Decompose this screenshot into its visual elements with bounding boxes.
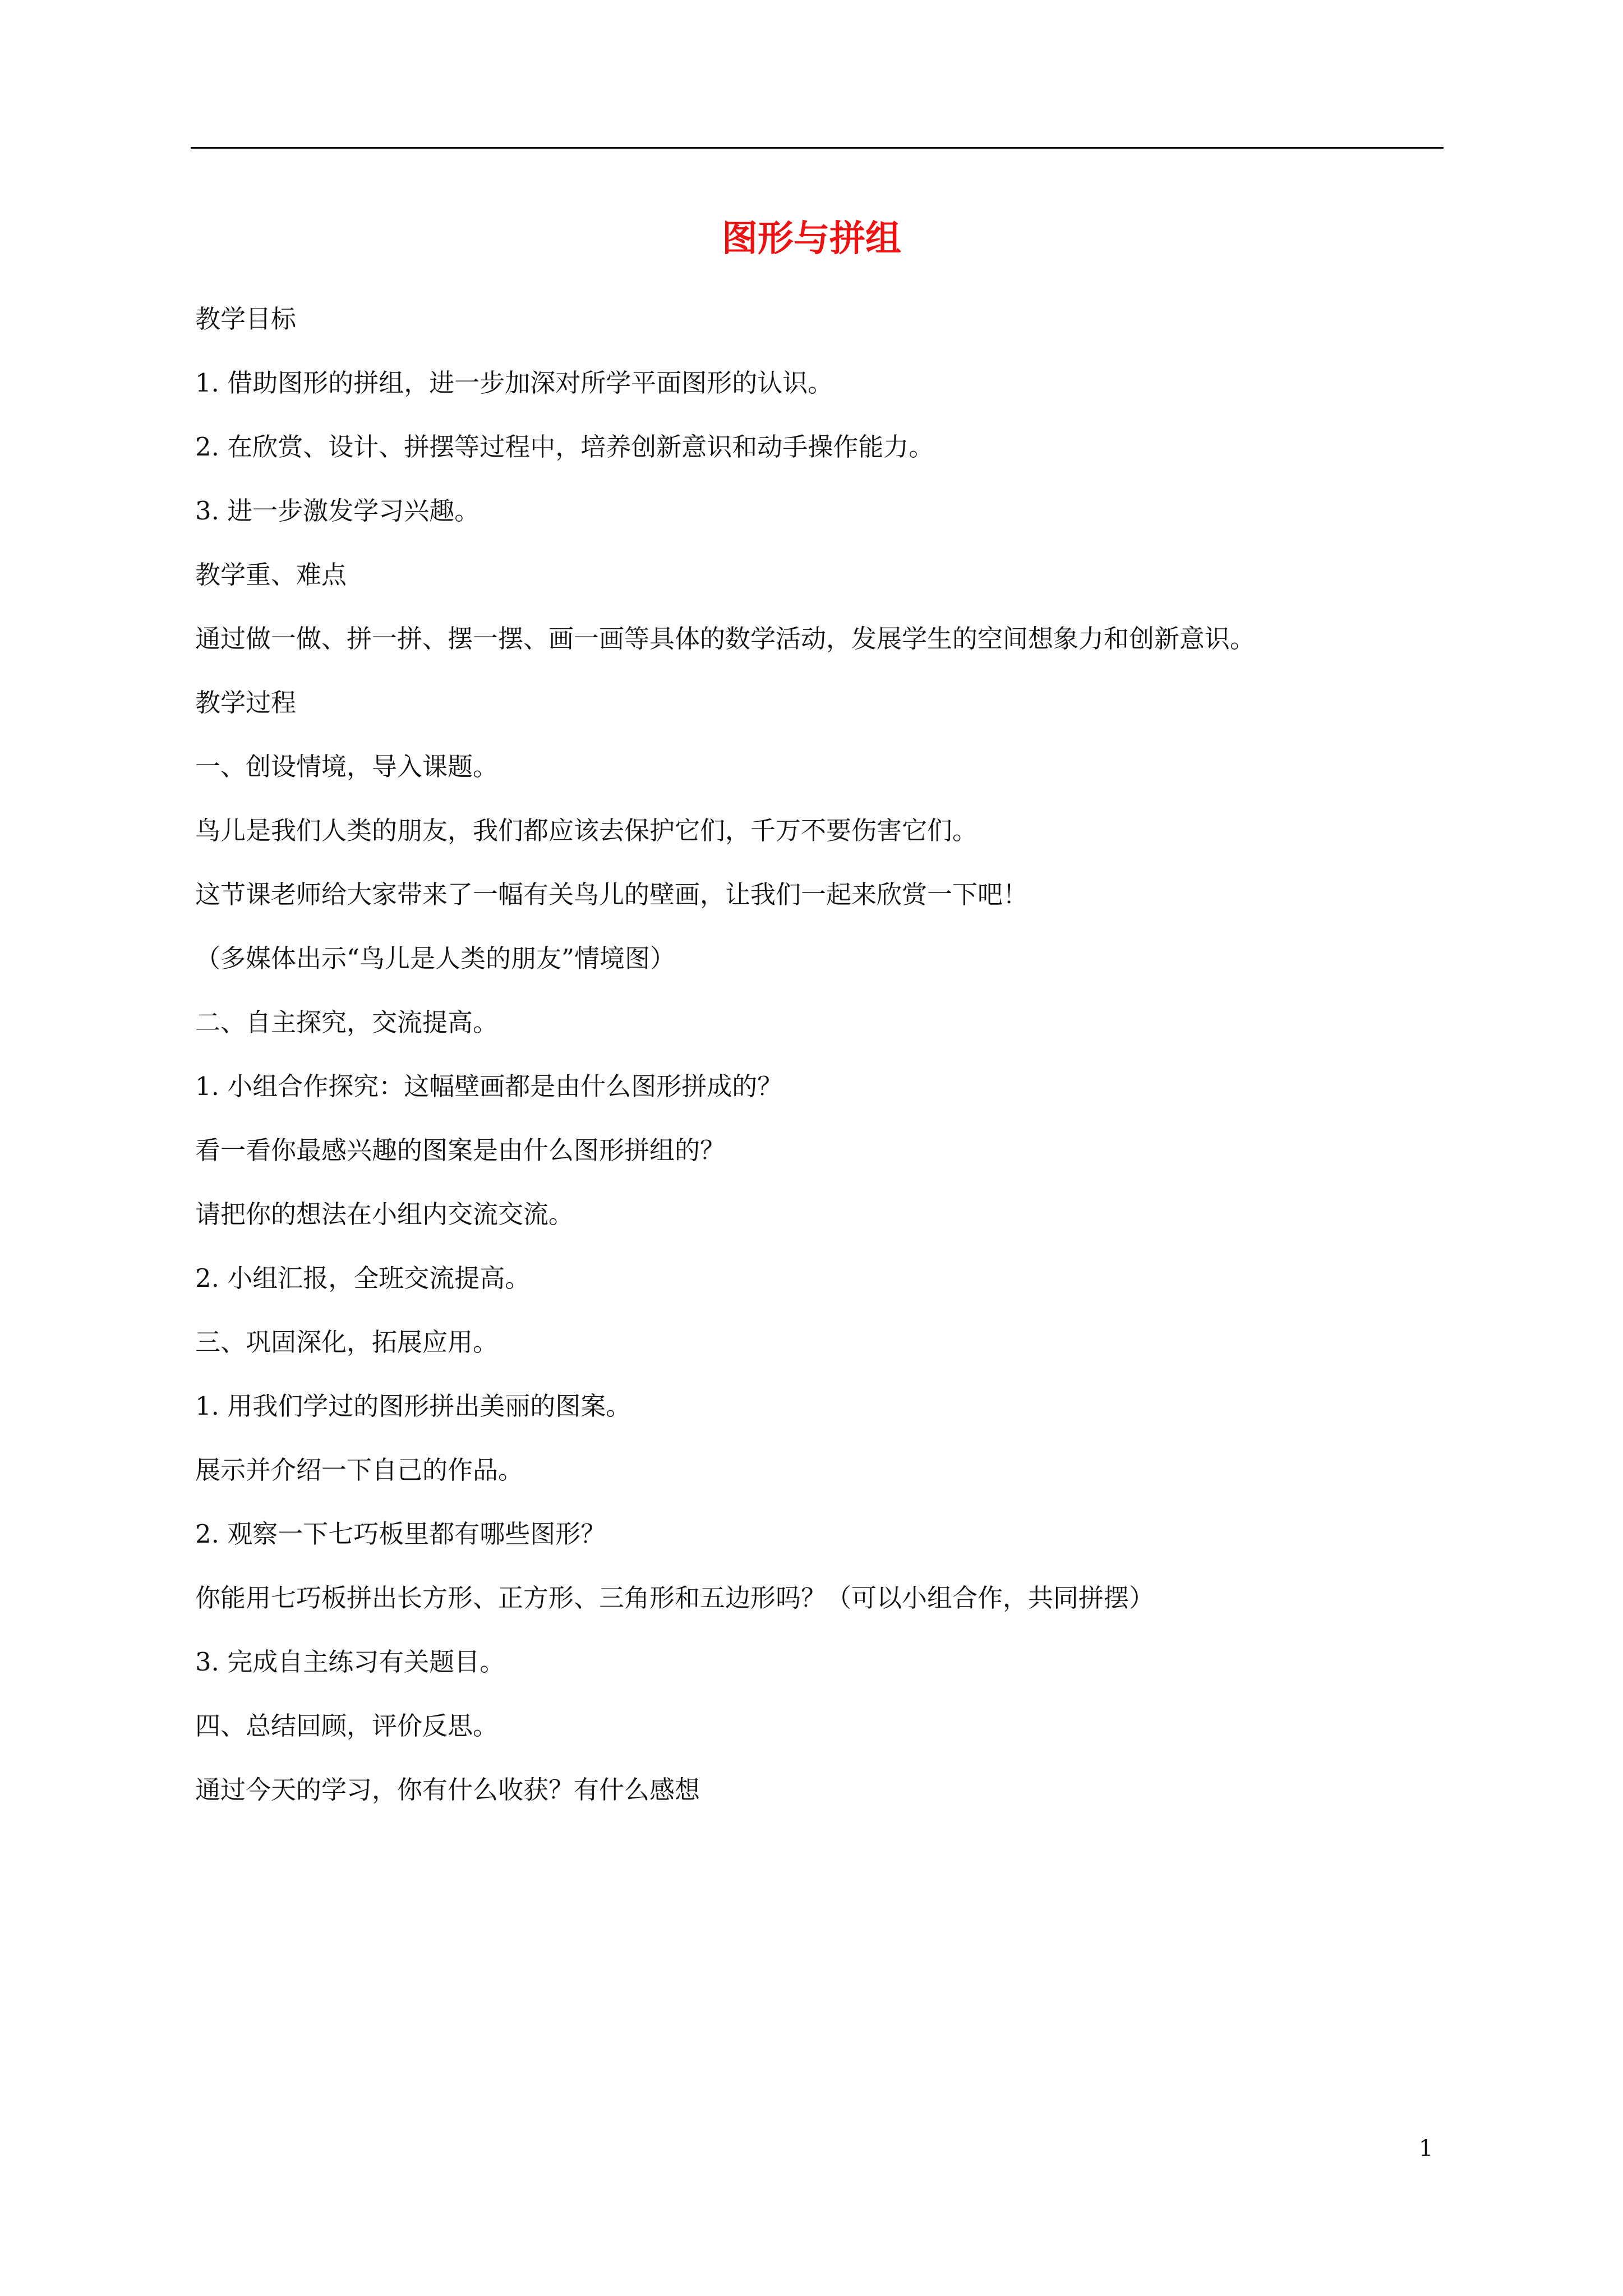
list-item: 2. 小组汇报，全班交流提高。: [195, 1263, 531, 1293]
list-item: 2. 观察一下七巧板里都有哪些图形？: [195, 1519, 606, 1549]
paragraph: （多媒体出示“鸟儿是人类的朋友”情境图）: [195, 944, 676, 973]
paragraph: 看一看你最感兴趣的图案是由什么图形拼组的？: [195, 1135, 726, 1165]
document-title: 图形与拼组: [722, 218, 901, 260]
objective-item: 1. 借助图形的拼组，进一步加深对所学平面图形的认识。: [195, 368, 833, 398]
list-item: 3. 完成自主练习有关题目。: [195, 1647, 505, 1677]
step-heading: 三、巩固深化，拓展应用。: [195, 1327, 499, 1357]
paragraph: 通过做一做、拼一拼、摆一摆、画一画等具体的数学活动，发展学生的空间想象力和创新意识。: [195, 624, 1256, 654]
section-heading-objectives: 教学目标: [195, 304, 297, 334]
paragraph: 鸟儿是我们人类的朋友，我们都应该去保护它们，千万不要伤害它们。: [195, 816, 978, 845]
step-heading: 一、创设情境，导入课题。: [195, 752, 499, 781]
list-item: 1. 小组合作探究：这幅壁画都是由什么图形拼成的？: [195, 1071, 783, 1101]
header-rule: [191, 147, 1444, 149]
document-body: [195, 287, 1451, 1822]
section-heading-key-points: 教学重、难点: [195, 560, 347, 590]
paragraph: 请把你的想法在小组内交流交流。: [195, 1199, 574, 1229]
paragraph: 这节课老师给大家带来了一幅有关鸟儿的壁画，让我们一起来欣赏一下吧！: [195, 880, 1029, 909]
step-heading: 四、总结回顾，评价反思。: [195, 1711, 499, 1741]
objective-item: 2. 在欣赏、设计、拼摆等过程中，培养创新意识和动手操作能力。: [195, 432, 934, 462]
paragraph: 通过今天的学习，你有什么收获？有什么感想: [195, 1775, 700, 1805]
page-number: 1: [1419, 2136, 1433, 2161]
objective-item: 3. 进一步激发学习兴趣。: [195, 496, 480, 526]
paragraph: 你能用七巧板拼出长方形、正方形、三角形和五边形吗？（可以小组合作，共同拼摆）: [195, 1583, 1155, 1613]
list-item: 1. 用我们学过的图形拼出美丽的图案。: [195, 1391, 631, 1421]
section-heading-process: 教学过程: [195, 688, 297, 717]
paragraph: 展示并介绍一下自己的作品。: [195, 1455, 524, 1485]
step-heading: 二、自主探究，交流提高。: [195, 1007, 499, 1037]
